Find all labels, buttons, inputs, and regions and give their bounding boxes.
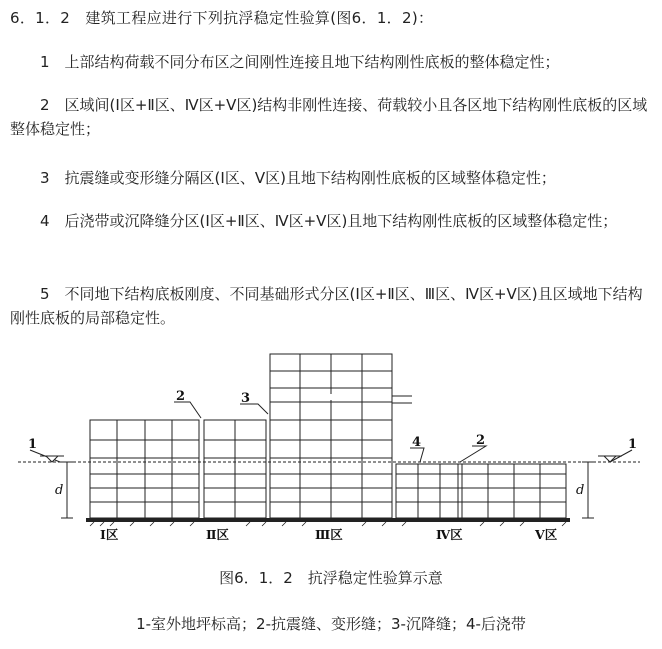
anti-floating-diagram — [0, 346, 662, 546]
callout-seismic-joint-a: 2 — [176, 389, 186, 404]
clause-item-2: 2 区域间(Ⅰ区+Ⅱ区、Ⅳ区+Ⅴ区)结构非刚性连接、荷载较小且各区地下结构刚性底板的区域整体稳定性； — [10, 96, 648, 138]
clause-item-5: 5 不同地下结构底板刚度、不同基础形式分区(Ⅰ区+Ⅱ区、Ⅲ区、Ⅳ区+Ⅴ区)且区域地下结构刚性底板的局部稳定性。 — [10, 285, 643, 327]
callout-leader-4 — [410, 448, 424, 462]
zone-label-4: Ⅳ区 — [436, 527, 463, 542]
callout-post-cast-strip: 4 — [412, 435, 422, 450]
depth-label-left: d — [55, 483, 64, 498]
depth-label-right: d — [576, 483, 585, 498]
callout-leader-2a — [174, 402, 201, 418]
block-zone-3 — [270, 354, 412, 518]
ground-marker-right — [598, 450, 632, 462]
zone-label-2: Ⅱ区 — [206, 527, 230, 542]
clause-item-3: 3 抗震缝或变形缝分隔区(Ⅰ区、Ⅴ区)且地下结构刚性底板的区域整体稳定性； — [40, 169, 556, 187]
zone-label-5: Ⅴ区 — [535, 527, 558, 542]
figure-caption: 图6．1．2 抗浮稳定性验算示意 — [219, 569, 443, 587]
block-zone-4-5 — [396, 464, 566, 518]
callout-seismic-joint-b: 2 — [476, 433, 486, 448]
callout-ground-right: 1 — [628, 437, 638, 452]
clause-item-1: 1 上部结构荷载不同分布区之间刚性连接且地下结构刚性底板的整体稳定性； — [40, 53, 560, 71]
base-slab — [86, 518, 570, 522]
callout-settlement-joint: 3 — [241, 391, 251, 406]
block-zone-2 — [204, 420, 266, 518]
clause-item-4: 4 后浇带或沉降缝分区(Ⅰ区+Ⅱ区、Ⅳ区+Ⅴ区)且地下结构刚性底板的区域整体稳定性； — [40, 212, 618, 230]
zone-label-1: Ⅰ区 — [100, 527, 119, 542]
figure-legend: 1-室外地坪标高；2-抗震缝、变形缝；3-沉降缝；4-后浇带 — [136, 615, 526, 633]
callout-ground-left: 1 — [28, 437, 38, 452]
section-heading: 6．1．2 建筑工程应进行下列抗浮稳定性验算(图6．1．2)： — [10, 9, 434, 27]
zone-label-3: Ⅲ区 — [315, 527, 343, 542]
callout-leader-2b — [460, 446, 486, 462]
block-zone-1 — [90, 420, 199, 518]
